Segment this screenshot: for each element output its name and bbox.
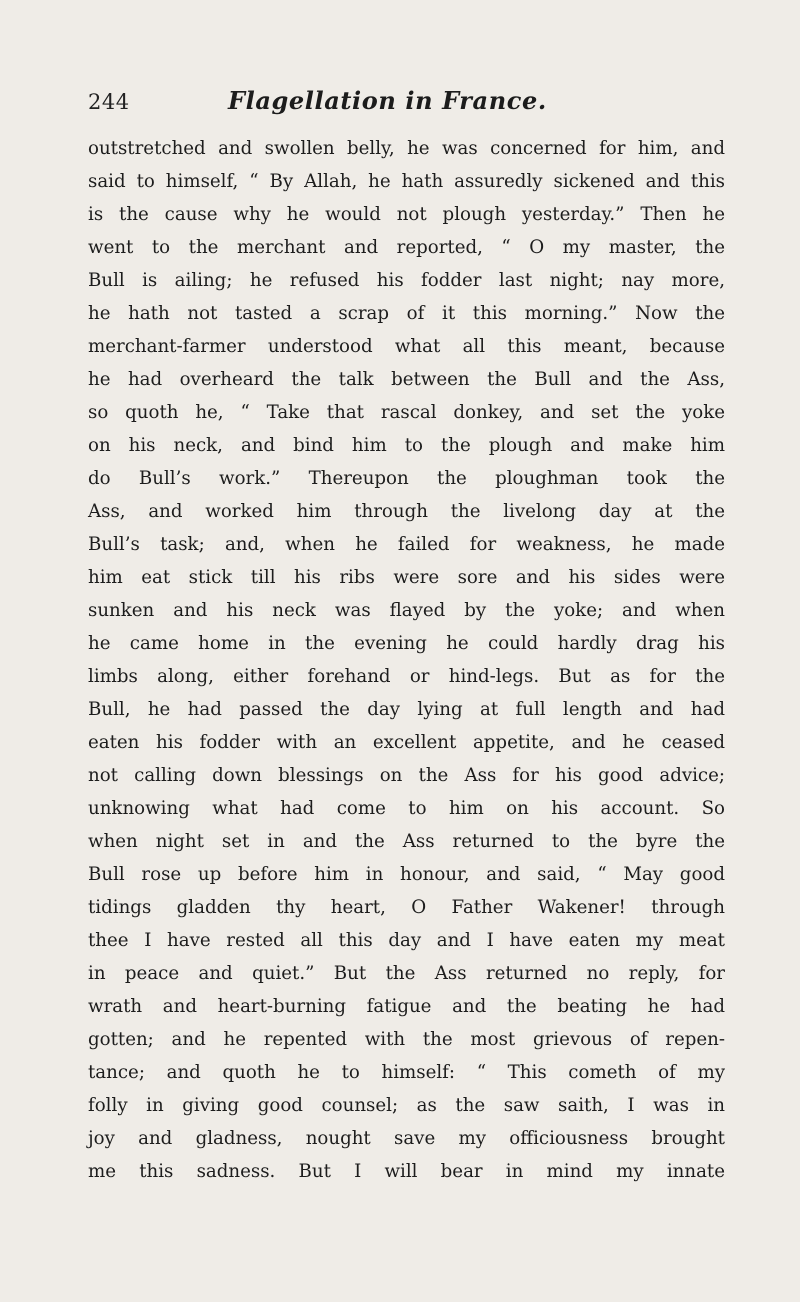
text-line: so quoth he, “ Take that rascal donkey, and set the yoke: [88, 402, 725, 423]
text-line: me this sadness. But I will bear in mind my innate: [88, 1161, 725, 1182]
text-line: he hath not tasted a scrap of it this morning.” Now the: [88, 303, 725, 324]
text-line: unknowing what had come to him on his account. So: [88, 798, 725, 819]
text-line: wrath and heart-burning fatigue and the beating he had: [88, 996, 725, 1017]
text-line: not calling down blessings on the Ass for his good advice;: [88, 765, 725, 786]
text-line: is the cause why he would not plough yesterday.” Then he: [88, 204, 725, 225]
text-line: thee I have rested all this day and I have eaten my meat: [88, 930, 725, 951]
text-line: limbs along, either forehand or hind-legs. But as for the: [88, 666, 725, 687]
text-line: joy and gladness, nought save my officiousness brought: [88, 1128, 725, 1149]
text-line: he had overheard the talk between the Bull and the Ass,: [88, 369, 725, 390]
text-line: went to the merchant and reported, “ O my master, the: [88, 237, 725, 258]
text-line: gotten; and he repented with the most grievous of repen-: [88, 1029, 725, 1050]
running-title: Flagellation in France.: [228, 86, 547, 115]
text-line: do Bull’s work.” Thereupon the ploughman took the: [88, 468, 725, 489]
text-line: Bull, he had passed the day lying at full length and had: [88, 699, 725, 720]
text-line: merchant-farmer understood what all this meant, because: [88, 336, 725, 357]
text-line: Bull is ailing; he refused his fodder last night; nay more,: [88, 270, 725, 291]
text-line: eaten his fodder with an excellent appetite, and he ceased: [88, 732, 725, 753]
body-text: [88, 132, 725, 1188]
text-line: tance; and quoth he to himself: “ This cometh of my: [88, 1062, 725, 1083]
text-line: in peace and quiet.” But the Ass returned no reply, for: [88, 963, 725, 984]
text-line: Ass, and worked him through the livelong day at the: [88, 501, 725, 522]
text-line: said to himself, “ By Allah, he hath assuredly sickened and this: [88, 171, 725, 192]
text-line: when night set in and the Ass returned to the byre the: [88, 831, 725, 852]
text-line: tidings gladden thy heart, O Father Wakener! through: [88, 897, 725, 918]
text-line: Bull rose up before him in honour, and said, “ May good: [88, 864, 725, 885]
text-line: folly in giving good counsel; as the saw saith, I was in: [88, 1095, 725, 1116]
text-line: outstretched and swollen belly, he was concerned for him, and: [88, 138, 725, 159]
text-line: on his neck, and bind him to the plough and make him: [88, 435, 725, 456]
running-head: [88, 86, 728, 126]
text-line: he came home in the evening he could hardly drag his: [88, 633, 725, 654]
text-line: sunken and his neck was flayed by the yoke; and when: [88, 600, 725, 621]
text-line: him eat stick till his ribs were sore and his sides were: [88, 567, 725, 588]
page-number: 244: [88, 90, 130, 114]
text-line: Bull’s task; and, when he failed for weakness, he made: [88, 534, 725, 555]
